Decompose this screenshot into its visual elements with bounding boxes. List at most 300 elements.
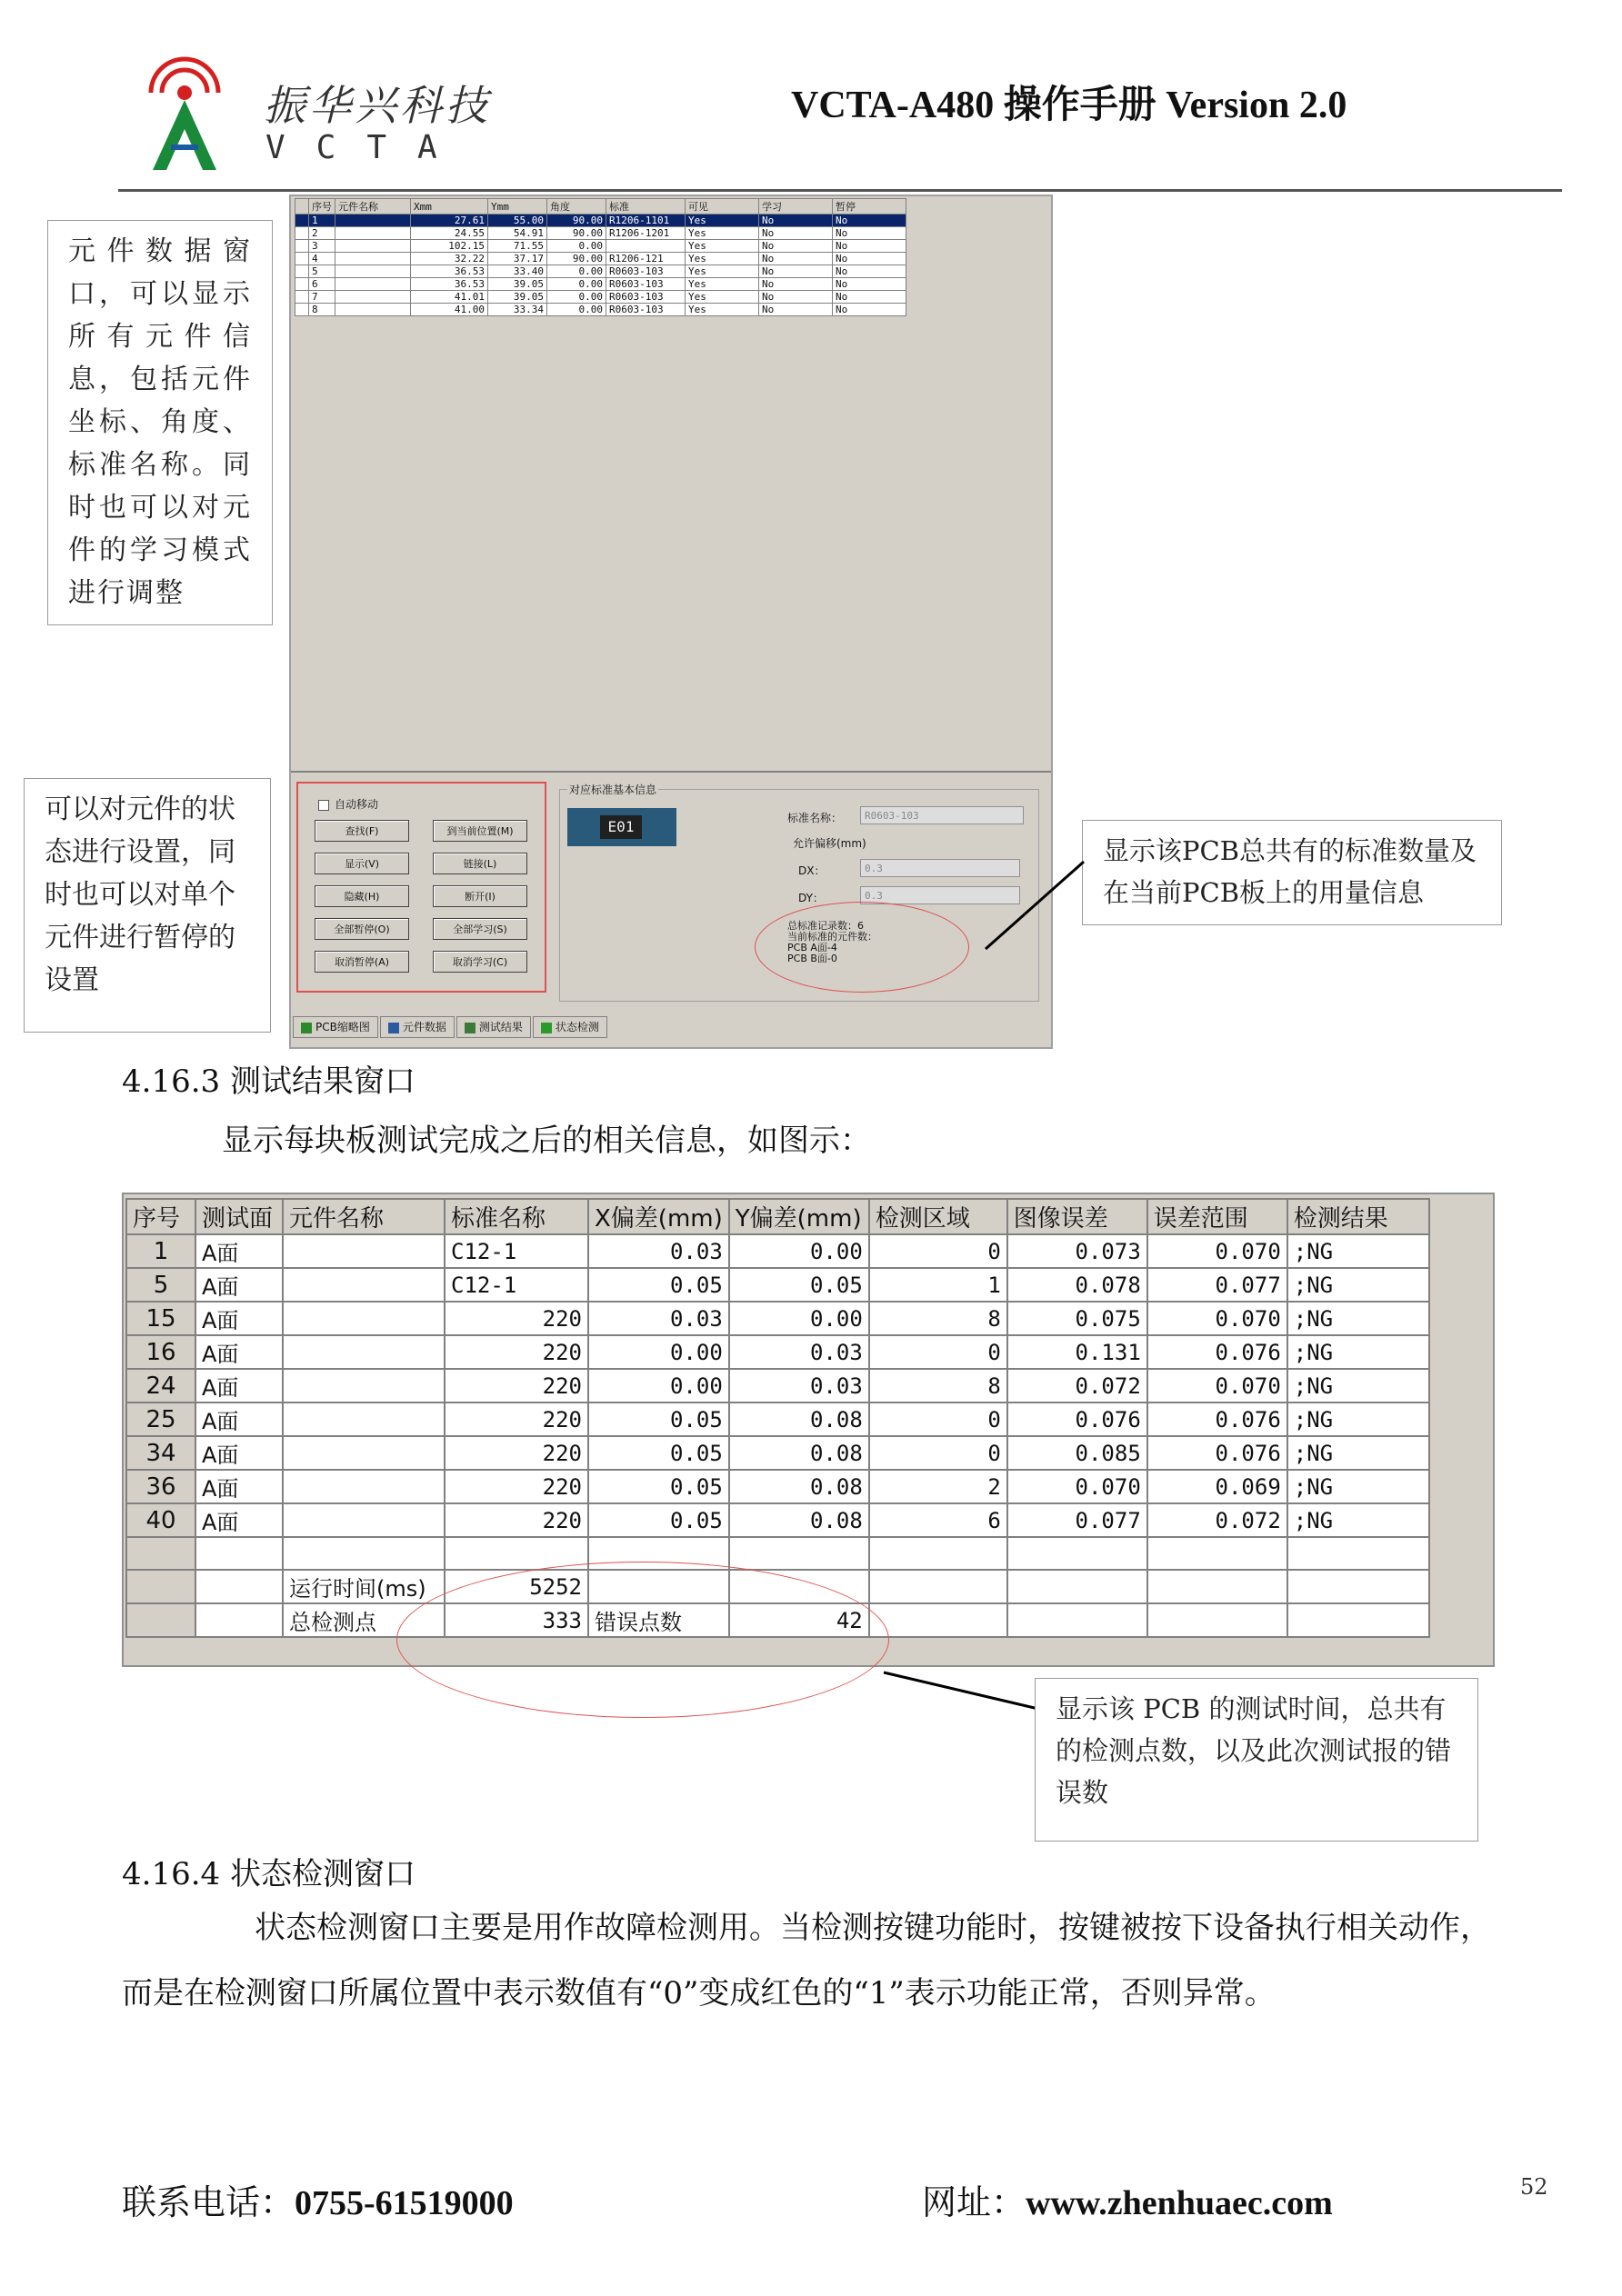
grid-cell[interactable]: No [759, 253, 833, 265]
component-row[interactable] [295, 253, 906, 265]
component-row[interactable] [295, 265, 906, 278]
unlink-button[interactable]: 断开(I) [433, 885, 527, 907]
result-cell: 220 [445, 1302, 588, 1335]
result-row[interactable] [126, 1403, 1429, 1436]
result-cell: ;NG [1287, 1268, 1429, 1302]
pane-divider [291, 771, 1051, 773]
row-index-cell [126, 1570, 195, 1603]
results-column-header[interactable]: X偏差(mm) [588, 1199, 729, 1234]
callout-pointer-line [882, 1669, 1042, 1714]
grid-column-header[interactable]: 角度 [547, 199, 606, 215]
company-name-en: VCTA [265, 129, 468, 166]
result-cell: 0.08 [729, 1470, 869, 1503]
grid-cell[interactable]: No [833, 253, 906, 265]
result-cell: ;NG [1287, 1234, 1429, 1268]
grid-cell[interactable]: R1206-1101 [606, 215, 686, 227]
check-icon [541, 1023, 552, 1033]
result-cell: A面 [195, 1302, 283, 1335]
header-divider [118, 189, 1562, 192]
grid-cell[interactable]: 39.05 [488, 291, 547, 304]
result-cell: A面 [195, 1335, 283, 1369]
tab-pcb-thumbnail[interactable] [293, 1016, 378, 1038]
results-column-header[interactable]: 检测结果 [1287, 1199, 1429, 1234]
grid-column-header[interactable]: Ymm [488, 199, 547, 215]
grid-cell[interactable]: No [759, 265, 833, 278]
phone-label: 联系电话： [122, 2182, 295, 2222]
grid-cell[interactable]: 41.01 [411, 291, 488, 304]
results-column-header[interactable]: 标准名称 [445, 1199, 588, 1234]
result-cell: A面 [195, 1470, 283, 1503]
grid-cell[interactable]: 3 [309, 240, 335, 253]
table-cell [869, 1570, 1007, 1603]
table-cell [869, 1603, 1007, 1637]
grid-cell[interactable]: 0.00 [547, 304, 606, 316]
table-cell [1007, 1537, 1147, 1570]
result-cell: 0.00 [588, 1335, 729, 1369]
component-image [567, 808, 676, 846]
cancel-learn-button[interactable]: 取消学习(C) [433, 951, 527, 973]
row-indicator [295, 253, 309, 265]
window-tabs [293, 1016, 609, 1038]
grid-cell[interactable]: No [759, 304, 833, 316]
result-cell: 220 [445, 1335, 588, 1369]
website-label: 网址： [922, 2182, 1026, 2222]
grid-cell[interactable]: 0.00 [547, 265, 606, 278]
company-logo [135, 56, 235, 173]
grid-cell[interactable]: 2 [309, 227, 335, 240]
info-line: 总标准记录数：6 [787, 920, 864, 932]
grid-cell[interactable]: 102.15 [411, 240, 488, 253]
grid-cell[interactable]: Yes [686, 240, 759, 253]
grid-cell[interactable]: Yes [686, 253, 759, 265]
section-heading-4164: 4.16.4 状态检测窗口 [122, 1856, 416, 1892]
result-cell: 0.03 [588, 1234, 729, 1268]
grid-cell[interactable]: 32.22 [411, 253, 488, 265]
component-control-group [296, 782, 546, 993]
grid-cell[interactable]: 33.34 [488, 304, 547, 316]
results-column-header[interactable]: 图像误差 [1007, 1199, 1147, 1234]
callout-status-setting: 可以对元件的状态进行设置，同时也可以对单个元件进行暂停的设置 [24, 778, 271, 1033]
results-column-header[interactable]: 元件名称 [283, 1199, 445, 1234]
component-row[interactable] [295, 278, 906, 291]
result-cell: 0.00 [588, 1369, 729, 1403]
result-cell: 0.076 [1007, 1403, 1147, 1436]
result-cell: ;NG [1287, 1302, 1429, 1335]
cancel-pause-button[interactable]: 取消暂停(A) [315, 951, 409, 973]
company-name-cn: 振华兴科技 [264, 81, 491, 130]
component-data-window [289, 195, 1053, 1049]
section-intro-4163: 显示每块板测试完成之后的相关信息，如图示： [222, 1123, 871, 1159]
grid-column-header[interactable]: 学习 [759, 199, 833, 215]
result-cell: 2 [869, 1470, 1007, 1503]
result-cell: 0 [869, 1234, 1007, 1268]
tab-label: 测试结果 [478, 1021, 523, 1033]
grid-cell[interactable]: R1206-121 [606, 253, 686, 265]
grid-cell[interactable]: No [833, 304, 906, 316]
result-cell: 0.076 [1147, 1436, 1287, 1470]
grid-cell[interactable]: 90.00 [547, 215, 606, 227]
page-number: 52 [1520, 2174, 1548, 2200]
row-indicator [295, 265, 309, 278]
grid-cell[interactable]: No [833, 227, 906, 240]
pause-all-button[interactable]: 全部暂停(O) [315, 918, 409, 940]
grid-column-header[interactable]: 序号 [309, 199, 335, 215]
grid-cell[interactable]: R0603-103 [606, 291, 686, 304]
grid-cell[interactable]: 6 [309, 278, 335, 291]
grid-cell[interactable] [606, 240, 686, 253]
result-row[interactable] [126, 1268, 1429, 1302]
grid-cell[interactable] [335, 253, 411, 265]
offset-group-label: 允许偏移(mm) [793, 837, 866, 850]
result-cell: ;NG [1287, 1369, 1429, 1403]
checkbox-box[interactable] [318, 800, 329, 811]
component-row[interactable] [295, 291, 906, 304]
grid-cell[interactable]: No [759, 278, 833, 291]
result-cell: 16 [126, 1335, 195, 1369]
result-cell: 0.00 [729, 1234, 869, 1268]
table-cell [195, 1537, 283, 1570]
run-time-value: 5252 [445, 1570, 588, 1603]
component-grid-header [295, 199, 906, 215]
row-indicator [295, 278, 309, 291]
info-line: 当前标准的元件数： [787, 931, 877, 943]
footer-phone [122, 2174, 514, 2224]
result-cell: 220 [445, 1503, 588, 1537]
grid-cell[interactable]: No [759, 227, 833, 240]
result-cell: 0.03 [588, 1302, 729, 1335]
result-cell: 220 [445, 1369, 588, 1403]
grid-cell[interactable]: R0603-103 [606, 304, 686, 316]
table-cell [1147, 1603, 1287, 1637]
result-cell: 0.070 [1147, 1234, 1287, 1268]
row-indicator [295, 240, 309, 253]
auto-move-label: 自动移动 [335, 798, 379, 811]
doc-title: VCTA-A480 操作手册 Version 2.0 [791, 85, 1347, 126]
grid-column-header[interactable]: 标准 [606, 199, 686, 215]
result-cell: ;NG [1287, 1335, 1429, 1369]
result-cell: 0.05 [588, 1268, 729, 1302]
result-cell: A面 [195, 1436, 283, 1470]
goto-current-position-button[interactable]: 到当前位置(M) [433, 820, 527, 842]
grid-cell[interactable]: 36.53 [411, 278, 488, 291]
result-cell: 1 [126, 1234, 195, 1268]
component-row[interactable] [295, 227, 906, 240]
grid-cell[interactable]: Yes [686, 215, 759, 227]
info-line: PCB A面-4 [787, 942, 837, 953]
grid-cell[interactable]: 36.53 [411, 265, 488, 278]
section-heading-4163: 4.16.3 测试结果窗口 [122, 1063, 416, 1100]
component-row[interactable] [295, 215, 906, 227]
tab-label: 元件数据 [402, 1021, 446, 1033]
result-cell: 0.00 [729, 1302, 869, 1335]
grid-cell[interactable]: 33.40 [488, 265, 547, 278]
grid-cell[interactable]: Yes [686, 278, 759, 291]
test-results-table [125, 1198, 1430, 1638]
result-cell [283, 1369, 445, 1403]
grid-cell[interactable]: 41.00 [411, 304, 488, 316]
highlight-ellipse [755, 902, 969, 993]
result-cell: 15 [126, 1302, 195, 1335]
grid-cell[interactable]: No [833, 291, 906, 304]
callout-standard-count: 显示该PCB总共有的标准数量及在当前PCB板上的用量信息 [1082, 820, 1502, 925]
result-cell: 0.05 [588, 1436, 729, 1470]
dx-label: DX： [798, 864, 826, 877]
grid-cell[interactable] [335, 265, 411, 278]
result-cell: 0.073 [1007, 1234, 1147, 1268]
component-row[interactable] [295, 304, 906, 316]
table-cell [1287, 1603, 1429, 1637]
grid-cell[interactable] [335, 227, 411, 240]
tab-label: 状态检测 [555, 1021, 599, 1033]
result-cell: 0.072 [1147, 1503, 1287, 1537]
result-row[interactable] [126, 1369, 1429, 1403]
grid-cell[interactable]: 90.00 [547, 253, 606, 265]
chip-marking: E01 [600, 815, 642, 839]
result-cell [283, 1503, 445, 1537]
result-cell: 24 [126, 1369, 195, 1403]
section-para-line1: 状态检测窗口主要是用作故障检测用。当检测按键功能时，按键被按下设备执行相关动作， [255, 1910, 1491, 1946]
result-cell: 0.072 [1007, 1369, 1147, 1403]
callout-component-data: 元件数据窗口，可以显示所有元件信息，包括元件坐标、角度、标准名称。同时也可以对元件的学习模式进行调整 [47, 220, 273, 625]
row-indicator [295, 291, 309, 304]
error-points-label: 错误点数 [588, 1603, 729, 1637]
result-cell: 25 [126, 1403, 195, 1436]
component-row[interactable] [295, 240, 906, 253]
result-cell [283, 1335, 445, 1369]
result-cell [283, 1403, 445, 1436]
tab-status-check[interactable] [533, 1016, 607, 1038]
grid-cell[interactable]: No [833, 240, 906, 253]
footer-website [922, 2174, 1333, 2224]
result-cell: 0 [869, 1403, 1007, 1436]
grid-cell[interactable]: 0.00 [547, 240, 606, 253]
dy-label: DY： [798, 892, 824, 904]
result-cell: 220 [445, 1436, 588, 1470]
result-row[interactable] [126, 1470, 1429, 1503]
table-cell [1287, 1570, 1429, 1603]
find-button[interactable]: 查找(F) [315, 820, 409, 842]
grid-cell[interactable]: R0603-103 [606, 278, 686, 291]
grid-cell[interactable]: Yes [686, 291, 759, 304]
dx-field[interactable]: 0.3 [860, 859, 1020, 877]
result-cell: A面 [195, 1369, 283, 1403]
info-line: PCB B面-0 [787, 953, 837, 964]
result-cell: 0.03 [729, 1369, 869, 1403]
grid-cell[interactable]: No [759, 240, 833, 253]
result-cell: 34 [126, 1436, 195, 1470]
run-time-label: 运行时间(ms) [283, 1570, 445, 1603]
dy-field[interactable]: 0.3 [860, 886, 1020, 904]
result-cell: 40 [126, 1503, 195, 1537]
grid-cell[interactable]: No [759, 215, 833, 227]
results-column-header[interactable]: 检测区域 [869, 1199, 1007, 1234]
grid-cell[interactable]: No [833, 278, 906, 291]
table-cell [195, 1570, 283, 1603]
table-cell [283, 1537, 445, 1570]
std-name-label: 标准名称： [787, 812, 843, 824]
grid-cell[interactable]: 27.61 [411, 215, 488, 227]
result-cell [283, 1268, 445, 1302]
hide-button[interactable]: 隐藏(H) [315, 885, 409, 907]
result-cell: 1 [869, 1268, 1007, 1302]
result-cell: 0.05 [588, 1403, 729, 1436]
result-cell: A面 [195, 1234, 283, 1268]
result-cell: 220 [445, 1403, 588, 1436]
website-url[interactable]: www.zhenhuaec.com [1026, 2184, 1333, 2222]
result-cell: C12-1 [445, 1234, 588, 1268]
grid-cell[interactable]: 1 [309, 215, 335, 227]
grid-cell[interactable]: No [759, 291, 833, 304]
results-icon [465, 1023, 476, 1033]
result-cell: 0 [869, 1335, 1007, 1369]
result-cell: 0.085 [1007, 1436, 1147, 1470]
grid-cell[interactable]: Yes [686, 265, 759, 278]
row-indicator [295, 215, 309, 227]
results-header-row [126, 1199, 1429, 1234]
result-cell: 0.08 [729, 1436, 869, 1470]
grid-cell[interactable]: 71.55 [488, 240, 547, 253]
table-cell [1287, 1537, 1429, 1570]
grid-cell[interactable] [335, 240, 411, 253]
grid-cell[interactable]: No [833, 265, 906, 278]
result-cell: 0.03 [729, 1335, 869, 1369]
result-cell: 0.08 [729, 1503, 869, 1537]
grid-cell[interactable]: No [833, 215, 906, 227]
table-cell [869, 1537, 1007, 1570]
result-cell: 0.070 [1147, 1369, 1287, 1403]
result-cell [283, 1436, 445, 1470]
row-indicator [295, 227, 309, 240]
total-points-label: 总检测点 [283, 1603, 445, 1637]
grid-cell[interactable]: Yes [686, 227, 759, 240]
std-name-field[interactable]: R0603-103 [860, 806, 1024, 824]
result-cell: 0.05 [588, 1503, 729, 1537]
result-row[interactable] [126, 1335, 1429, 1369]
result-cell: 5 [126, 1268, 195, 1302]
result-cell: A面 [195, 1403, 283, 1436]
result-cell: 0 [869, 1436, 1007, 1470]
grid-cell[interactable]: 0.00 [547, 278, 606, 291]
grid-cell[interactable] [335, 215, 411, 227]
result-cell: C12-1 [445, 1268, 588, 1302]
grid-cell[interactable]: 39.05 [488, 278, 547, 291]
grid-cell[interactable]: R0603-103 [606, 265, 686, 278]
grid-column-header[interactable]: 暂停 [833, 199, 906, 215]
result-cell [283, 1470, 445, 1503]
result-row[interactable] [126, 1234, 1429, 1268]
result-cell: 0.069 [1147, 1470, 1287, 1503]
grid-cell[interactable] [335, 304, 411, 316]
result-cell: 36 [126, 1470, 195, 1503]
table-cell [1147, 1537, 1287, 1570]
tab-label: PCB缩略图 [315, 1021, 370, 1033]
auto-move-checkbox[interactable] [318, 796, 378, 812]
grid-cell[interactable]: 24.55 [411, 227, 488, 240]
result-cell [283, 1302, 445, 1335]
result-cell: A面 [195, 1268, 283, 1302]
grid-cell[interactable]: 8 [309, 304, 335, 316]
learn-all-button[interactable]: 全部学习(S) [433, 918, 527, 940]
result-cell: 0.078 [1007, 1268, 1147, 1302]
result-cell: 0.077 [1147, 1268, 1287, 1302]
row-index-cell [126, 1537, 195, 1570]
error-points-value: 42 [729, 1603, 869, 1637]
result-cell: 0.131 [1007, 1335, 1147, 1369]
total-points-value: 333 [445, 1603, 588, 1637]
result-cell: 0.076 [1147, 1403, 1287, 1436]
result-row[interactable] [126, 1302, 1429, 1335]
grid-cell[interactable] [335, 291, 411, 304]
results-column-header[interactable]: 测试面 [195, 1199, 283, 1234]
phone-number: 0755-61519000 [295, 2184, 514, 2222]
tab-test-results[interactable] [456, 1016, 531, 1038]
table-cell [1007, 1570, 1147, 1603]
tab-component-data[interactable] [380, 1016, 455, 1038]
result-cell: 0.070 [1007, 1470, 1147, 1503]
row-indicator [295, 304, 309, 316]
result-cell: 0.05 [729, 1268, 869, 1302]
grid-column-header[interactable]: 可见 [686, 199, 759, 215]
results-column-header[interactable]: 序号 [126, 1199, 195, 1234]
result-cell: 0.075 [1007, 1302, 1147, 1335]
grid-cell[interactable]: 90.00 [547, 227, 606, 240]
table-cell [195, 1603, 283, 1637]
standard-info-title: 对应标准基本信息 [569, 784, 657, 796]
result-cell: 0.070 [1147, 1302, 1287, 1335]
grid-cell[interactable]: 55.00 [488, 215, 547, 227]
result-cell: 8 [869, 1302, 1007, 1335]
result-cell: ;NG [1287, 1436, 1429, 1470]
result-cell: 0.05 [588, 1470, 729, 1503]
table-cell [1007, 1603, 1147, 1637]
grid-cell[interactable]: R1206-1201 [606, 227, 686, 240]
grid-cell[interactable]: 7 [309, 291, 335, 304]
result-row[interactable] [126, 1436, 1429, 1470]
result-cell: 0.077 [1007, 1503, 1147, 1537]
pcb-icon [301, 1023, 312, 1033]
grid-cell[interactable]: Yes [686, 304, 759, 316]
grid-column-header[interactable]: Xmm [411, 199, 488, 215]
table-row [126, 1537, 1429, 1570]
grid-column-header[interactable]: 元件名称 [335, 199, 411, 215]
result-row[interactable] [126, 1503, 1429, 1537]
component-grid [295, 198, 906, 316]
section-para-line2: 而是在检测窗口所属位置中表示数值有“0”变成红色的“1”表示功能正常，否则异常。 [122, 1975, 1276, 2011]
highlight-ellipse [396, 1562, 889, 1718]
grid-cell[interactable] [335, 278, 411, 291]
results-column-header[interactable]: 误差范围 [1147, 1199, 1287, 1234]
callout-test-time: 显示该 PCB 的测试时间，总共有的检测点数，以及此次测试报的错误数 [1035, 1678, 1478, 1842]
result-cell: ;NG [1287, 1470, 1429, 1503]
result-cell [283, 1234, 445, 1268]
link-button[interactable]: 链接(L) [433, 853, 527, 874]
result-cell: 8 [869, 1369, 1007, 1403]
grid-cell[interactable]: 37.17 [488, 253, 547, 265]
result-cell: ;NG [1287, 1503, 1429, 1537]
results-column-header[interactable]: Y偏差(mm) [729, 1199, 869, 1234]
table-icon [388, 1023, 399, 1033]
grid-cell[interactable]: 5 [309, 265, 335, 278]
grid-cell[interactable]: 0.00 [547, 291, 606, 304]
grid-cell[interactable]: 4 [309, 253, 335, 265]
result-cell: 220 [445, 1470, 588, 1503]
grid-cell[interactable]: 54.91 [488, 227, 547, 240]
table-cell [1147, 1570, 1287, 1603]
show-button[interactable]: 显示(V) [315, 853, 409, 874]
result-cell: ;NG [1287, 1403, 1429, 1436]
callout-pointer-line [982, 854, 1091, 954]
result-cell: A面 [195, 1503, 283, 1537]
